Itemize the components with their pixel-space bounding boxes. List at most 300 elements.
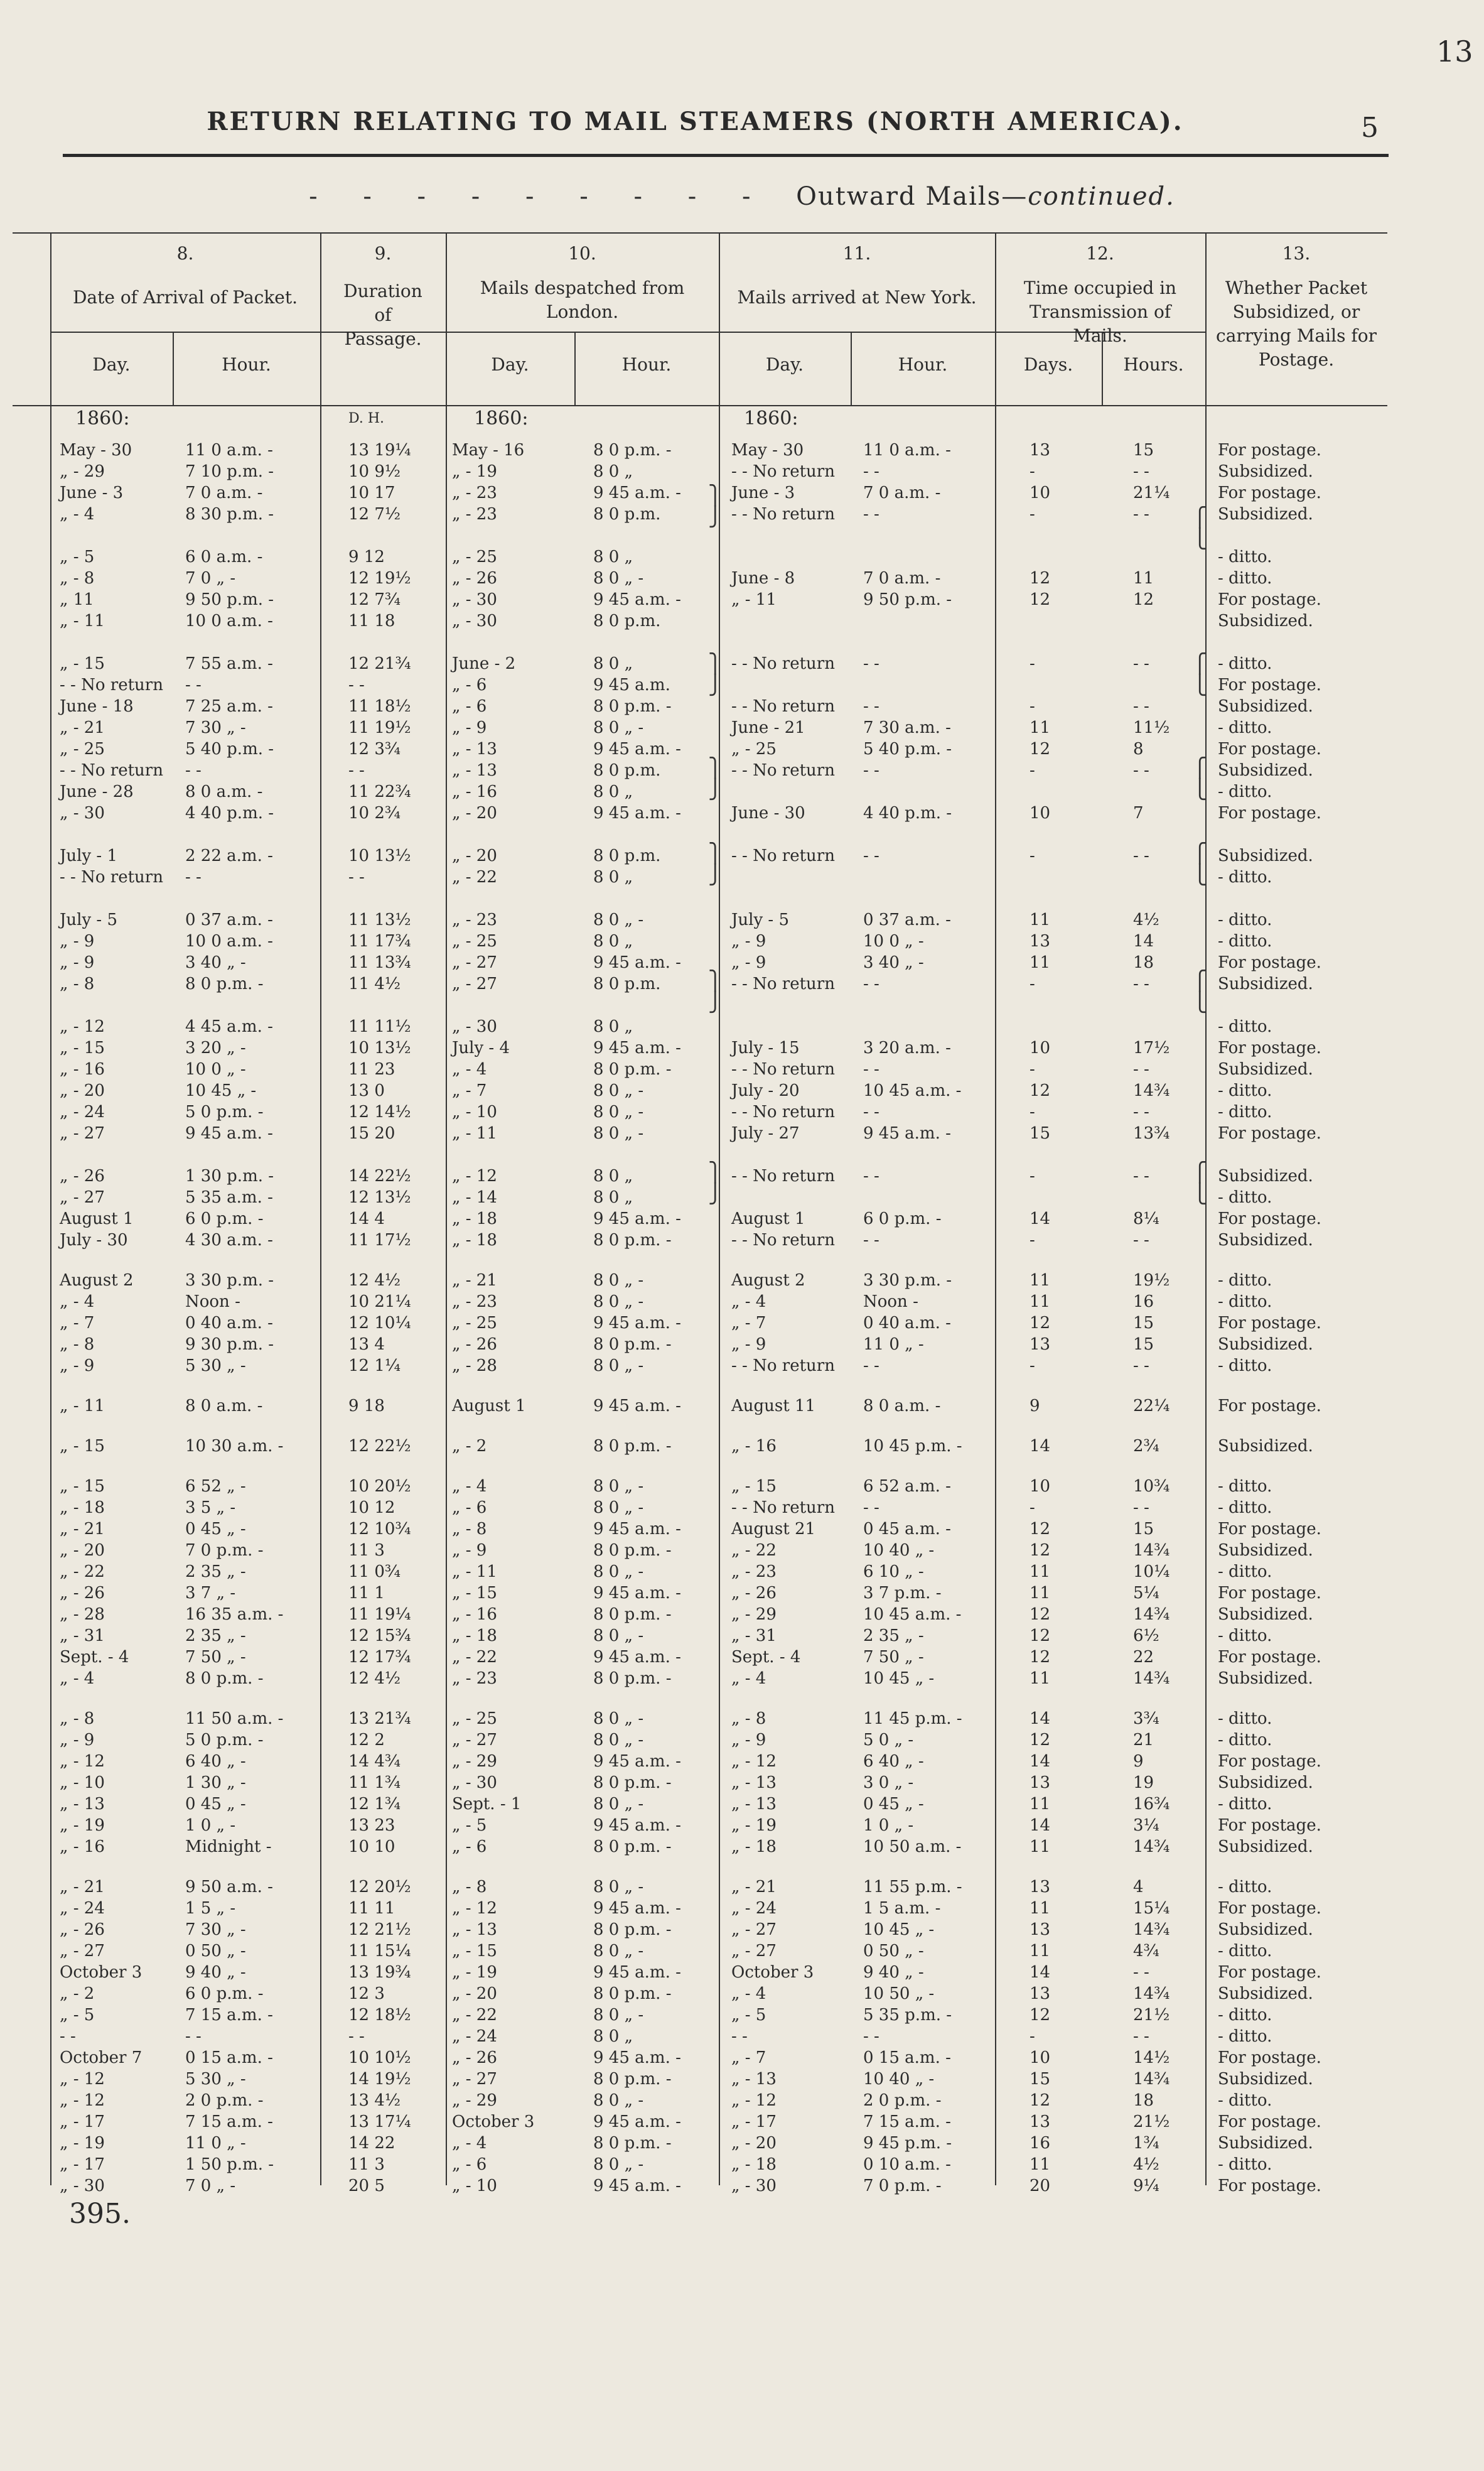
table-row (0, 1059, 1484, 1080)
newyork-hour: 3 30 p.m. - (863, 1271, 952, 1290)
brace-mark: ⎧ (1193, 970, 1207, 992)
table-row (0, 1476, 1484, 1497)
despatch-day: „ - 29 (452, 1752, 497, 1771)
arrival-hour: 5 30 „ - (185, 1356, 246, 1375)
table-row (0, 1793, 1484, 1815)
transit-hours: 14¾ (1133, 1605, 1170, 1624)
despatch-hour: 8 0 p.m. - (593, 1335, 672, 1354)
transit-hours: 13¾ (1133, 1124, 1170, 1143)
transit-days: 13 (1030, 932, 1051, 951)
despatch-day: „ - 19 (452, 462, 497, 481)
transit-hours: 8¼ (1133, 1209, 1159, 1228)
arrival-day: „ - 29 (60, 462, 105, 481)
table-row (0, 1940, 1484, 1962)
status: - ditto. (1218, 654, 1272, 673)
brace-mark: ⎩ (1193, 992, 1207, 1014)
table-row (0, 1037, 1484, 1059)
newyork-hour: 5 0 „ - (863, 1731, 914, 1749)
arrival-day: „ - 21 (60, 718, 105, 737)
arrival-day: „ - 27 (60, 1188, 105, 1207)
newyork-day: „ - 27 (731, 1942, 777, 1960)
table-row (0, 1919, 1484, 1940)
arrival-hour: 7 15 a.m. - (185, 2112, 273, 2131)
arrival-day: „ - 9 (60, 953, 95, 972)
arrival-day: „ - 7 (60, 1314, 95, 1333)
transit-hours: 9 (1133, 1752, 1144, 1771)
arrival-hour: 1 30 p.m. - (185, 1167, 274, 1186)
duration: 12 7½ (348, 505, 401, 524)
despatch-day: „ - 23 (452, 1669, 497, 1688)
arrival-day: „ - 8 (60, 975, 95, 993)
arrival-day: „ - 15 (60, 1437, 105, 1456)
transit-hours: 17½ (1133, 1039, 1170, 1057)
table-row (0, 610, 1484, 632)
arrival-hour: 0 45 „ - (185, 1795, 246, 1814)
newyork-hour: 6 0 p.m. - (863, 1209, 942, 1228)
arrival-day: „ - 9 (60, 932, 95, 951)
duration: 9 12 (348, 548, 385, 566)
status: For postage. (1218, 740, 1321, 759)
duration: 15 20 (348, 1124, 395, 1143)
transit-days: 10 (1030, 2048, 1051, 2067)
arrival-day: „ - 30 (60, 804, 105, 823)
arrival-day: „ - 16 (60, 1060, 105, 1079)
arrival-hour: 7 0 a.m. - (185, 484, 263, 502)
transit-days: 11 (1030, 1899, 1051, 1918)
newyork-day: „ - 13 (731, 1795, 777, 1814)
transit-days: 14 (1030, 1816, 1051, 1835)
arrival-hour: 7 15 a.m. - (185, 2006, 273, 2025)
despatch-day: „ - 4 (452, 1477, 487, 1496)
transit-days: 11 (1030, 1795, 1051, 1814)
transit-days: 11 (1030, 718, 1051, 737)
status: Subsidized. (1218, 1773, 1313, 1792)
brace-mark: ⎫ (708, 970, 723, 992)
arrival-day: - - No return (60, 868, 163, 887)
despatch-hour: 8 0 „ (593, 654, 633, 673)
despatch-hour: 9 45 a.m. - (593, 2048, 681, 2067)
newyork-day: June - 21 (731, 718, 805, 737)
brace-mark: ⎧ (1193, 843, 1207, 865)
transit-days: - (1030, 1356, 1035, 1375)
status: For postage. (1218, 1314, 1321, 1333)
despatch-day: June - 2 (452, 654, 516, 673)
newyork-day: August 21 (731, 1520, 816, 1538)
despatch-day: „ - 22 (452, 1648, 497, 1667)
arrival-hour: 16 35 a.m. - (185, 1605, 284, 1624)
transit-hours: 18 (1133, 2091, 1154, 2110)
arrival-day: „ - 11 (60, 612, 105, 630)
arrival-hour: 0 45 „ - (185, 1520, 246, 1538)
newyork-day: „ - 16 (731, 1437, 777, 1456)
newyork-hour: - - (863, 975, 879, 993)
despatch-day: August 1 (452, 1397, 526, 1415)
status: - ditto. (1218, 1103, 1272, 1122)
newyork-hour: 1 5 a.m. - (863, 1899, 941, 1918)
arrival-day: „ - 8 (60, 1335, 95, 1354)
col12-days: Days. (1023, 354, 1073, 375)
duration: 12 20½ (348, 1878, 411, 1896)
table-row (0, 2133, 1484, 2154)
newyork-day: - - No return (731, 1498, 835, 1517)
table-row (0, 589, 1484, 610)
newyork-day: „ - 8 (731, 1709, 766, 1728)
duration: 12 4½ (348, 1271, 401, 1290)
arrival-hour: 10 0 „ - (185, 1060, 246, 1079)
transit-days: 20 (1030, 2176, 1051, 2195)
newyork-hour: 5 40 p.m. - (863, 740, 952, 759)
duration: 10 20½ (348, 1477, 411, 1496)
transit-hours: - - (1133, 1356, 1149, 1375)
arrival-day: June - 3 (60, 484, 124, 502)
transit-hours: 14¾ (1133, 1081, 1170, 1100)
transit-days: 13 (1030, 1984, 1051, 2003)
col13-number: 13. (1282, 243, 1311, 264)
despatch-hour: 8 0 „ - (593, 2006, 644, 2025)
arrival-day: „ - 26 (60, 1167, 105, 1186)
despatch-hour: 8 0 p.m. - (593, 1669, 672, 1688)
arrival-hour: 9 40 „ - (185, 1963, 246, 1982)
newyork-day: „ - 17 (731, 2112, 777, 2131)
arrival-day: „ - 27 (60, 1124, 105, 1143)
arrival-hour: 6 0 p.m. - (185, 1209, 264, 1228)
transit-days: 14 (1030, 1209, 1051, 1228)
col12-title: Time occupied in Transmission of Mails. (1023, 278, 1177, 346)
arrival-day: June - 28 (60, 782, 134, 801)
despatch-day: „ - 27 (452, 1731, 497, 1749)
status: - ditto. (1218, 718, 1272, 737)
duration: 10 13½ (348, 846, 411, 865)
arrival-day: „ - 5 (60, 2006, 95, 2025)
despatch-hour: 9 45 a.m. - (593, 1314, 681, 1333)
newyork-hour: 3 0 „ - (863, 1773, 914, 1792)
table-row (0, 1836, 1484, 1857)
despatch-hour: 8 0 „ - (593, 569, 644, 588)
duration: 11 11 (348, 1899, 395, 1918)
despatch-hour: 8 0 „ - (593, 1356, 644, 1375)
newyork-hour: 7 50 „ - (863, 1648, 924, 1667)
newyork-hour: 11 0 „ - (863, 1335, 924, 1354)
arrival-day: „ - 20 (60, 1541, 105, 1560)
despatch-day: „ - 18 (452, 1231, 497, 1250)
arrival-day: „ - 11 (60, 1397, 105, 1415)
duration: 11 13½ (348, 911, 411, 929)
status: Subsidized. (1218, 846, 1313, 865)
transit-days: 11 (1030, 1562, 1051, 1581)
despatch-day: „ - 6 (452, 697, 487, 716)
arrival-hour: 0 37 a.m. - (185, 911, 273, 929)
status: - ditto. (1218, 1081, 1272, 1100)
arrival-day: „ - 15 (60, 1477, 105, 1496)
arrival-hour: 2 35 „ - (185, 1626, 246, 1645)
col8-number: 8. (176, 243, 194, 264)
table-row (0, 1101, 1484, 1123)
transit-hours: 15 (1133, 1520, 1154, 1538)
transit-days: - (1030, 2027, 1035, 2046)
despatch-hour: 8 0 „ (593, 548, 633, 566)
duration: 12 22½ (348, 1437, 411, 1456)
transit-days: - (1030, 1167, 1035, 1186)
status: - ditto. (1218, 1942, 1272, 1960)
arrival-day: July - 1 (60, 846, 118, 865)
duration: 13 19¼ (348, 441, 411, 460)
despatch-day: „ - 21 (452, 1271, 497, 1290)
status: - ditto. (1218, 548, 1272, 566)
despatch-day: „ - 6 (452, 2155, 487, 2174)
status: - ditto. (1218, 1562, 1272, 1581)
newyork-hour: 0 15 a.m. - (863, 2048, 951, 2067)
newyork-hour: 11 45 p.m. - (863, 1709, 962, 1728)
newyork-day: „ - 18 (731, 1837, 777, 1856)
transit-hours: - - (1133, 462, 1149, 481)
despatch-day: „ - 15 (452, 1584, 497, 1603)
duration: 10 10 (348, 1837, 395, 1856)
transit-days: 11 (1030, 1669, 1051, 1688)
transit-hours: - - (1133, 846, 1149, 865)
arrival-hour: 7 0 „ - (185, 2176, 236, 2195)
arrival-hour: 4 45 a.m. - (185, 1017, 273, 1036)
transit-hours: 10¾ (1133, 1477, 1170, 1496)
transit-days: - (1030, 505, 1035, 524)
newyork-day: „ - 20 (731, 2134, 777, 2153)
despatch-day: „ - 11 (452, 1562, 497, 1581)
arrival-hour: - - (185, 2027, 202, 2046)
despatch-hour: 8 0 „ (593, 932, 633, 951)
newyork-hour: 2 35 „ - (863, 1626, 924, 1645)
arrival-hour: 2 35 „ - (185, 1562, 246, 1581)
transit-days: 12 (1030, 740, 1051, 759)
despatch-day: „ - 26 (452, 1335, 497, 1354)
status: - ditto. (1218, 1188, 1272, 1207)
newyork-hour: 10 45 „ - (863, 1669, 935, 1688)
transit-hours: 14¾ (1133, 1984, 1170, 2003)
arrival-hour: 6 0 p.m. - (185, 1984, 264, 2003)
despatch-day: „ - 2 (452, 1437, 487, 1456)
transit-hours: - - (1133, 505, 1149, 524)
despatch-day: „ - 27 (452, 975, 497, 993)
arrival-day: - - No return (60, 761, 163, 780)
newyork-hour: 10 40 „ - (863, 1541, 935, 1560)
arrival-day: October 7 (60, 2048, 142, 2067)
newyork-hour: 0 45 „ - (863, 1795, 924, 1814)
table-row (0, 803, 1484, 824)
newyork-day: „ - 31 (731, 1626, 777, 1645)
table-row (0, 1208, 1484, 1230)
table-row (0, 1898, 1484, 1919)
status: Subsidized. (1218, 697, 1313, 716)
col10-hour: Hour. (621, 354, 672, 375)
newyork-day: „ - 25 (731, 740, 777, 759)
transit-days: - (1030, 761, 1035, 780)
duration: 12 10¾ (348, 1520, 411, 1538)
table-row (0, 1355, 1484, 1376)
arrival-hour: 6 0 a.m. - (185, 548, 263, 566)
newyork-day: „ - 13 (731, 1773, 777, 1792)
arrival-hour: 7 50 „ - (185, 1648, 246, 1667)
arrival-hour: 1 5 „ - (185, 1899, 236, 1918)
despatch-hour: 9 45 a.m. - (593, 740, 681, 759)
transit-days: 11 (1030, 1271, 1051, 1290)
brace-mark: ⎩ (1193, 864, 1207, 886)
status: For postage. (1218, 1963, 1321, 1982)
transit-days: 11 (1030, 1292, 1051, 1311)
transit-hours: 14¾ (1133, 1541, 1170, 1560)
duration: 11 1 (348, 1584, 385, 1603)
transit-days: 11 (1030, 2155, 1051, 2174)
arrival-day: „ - 15 (60, 1039, 105, 1057)
despatch-hour: 8 0 „ (593, 782, 633, 801)
newyork-day: „ - 15 (731, 1477, 777, 1496)
table-row (0, 1230, 1484, 1251)
table-row (0, 909, 1484, 931)
arrival-day: „ - 25 (60, 740, 105, 759)
transit-days: 14 (1030, 1709, 1051, 1728)
despatch-hour: 8 0 p.m. (593, 612, 661, 630)
status: Subsidized. (1218, 2070, 1313, 2089)
arrival-day: „ - 12 (60, 1017, 105, 1036)
transit-hours: 2¾ (1133, 1437, 1159, 1456)
table-row (0, 738, 1484, 760)
despatch-hour: 9 45 a.m. - (593, 1899, 681, 1918)
status: Subsidized. (1218, 1920, 1313, 1939)
newyork-day: „ - 12 (731, 2091, 777, 2110)
despatch-day: „ - 27 (452, 2070, 497, 2089)
arrival-hour: 6 40 „ - (185, 1752, 246, 1771)
arrival-day: „ - 20 (60, 1081, 105, 1100)
arrival-hour: - - (185, 761, 202, 780)
newyork-hour: 0 50 „ - (863, 1942, 924, 1960)
status: - ditto. (1218, 2027, 1272, 2046)
arrival-day: „ - 4 (60, 1669, 95, 1688)
brace-mark: ⎩ (1193, 1183, 1207, 1205)
table-row (0, 1815, 1484, 1836)
despatch-hour: 9 45 a.m. - (593, 1397, 681, 1415)
table-row (0, 1983, 1484, 2004)
leader-dashes: - - - - - - - - - (309, 182, 797, 211)
arrival-hour: 1 0 „ - (185, 1816, 236, 1835)
transit-days: - (1030, 654, 1035, 673)
despatch-day: „ - 18 (452, 1626, 497, 1645)
despatch-day: „ - 25 (452, 1709, 497, 1728)
status: - ditto. (1218, 1292, 1272, 1311)
despatch-day: „ - 25 (452, 548, 497, 566)
col13-title: Whether Packet Subsidized, or carrying Mails for Postage. (1216, 278, 1377, 370)
transit-hours: 14½ (1133, 2048, 1170, 2067)
arrival-hour: 10 0 a.m. - (185, 932, 273, 951)
brace-mark: ⎩ (1193, 674, 1207, 696)
transit-hours: - - (1133, 1103, 1149, 1122)
status: For postage. (1218, 590, 1321, 609)
despatch-day: „ - 22 (452, 868, 497, 887)
newyork-hour: - - (863, 697, 879, 716)
table-row (0, 1962, 1484, 1983)
despatch-day: May - 16 (452, 441, 525, 460)
despatch-day: „ - 7 (452, 1081, 487, 1100)
table-row (0, 1497, 1484, 1518)
despatch-day: „ - 8 (452, 1520, 487, 1538)
arrival-day: „ - 12 (60, 2070, 105, 2089)
newyork-hour: 10 45 „ - (863, 1920, 935, 1939)
arrival-day: „ - 9 (60, 1356, 95, 1375)
status: - ditto. (1218, 1477, 1272, 1496)
transit-hours: - - (1133, 1231, 1149, 1250)
despatch-hour: 9 45 a.m. - (593, 484, 681, 502)
transit-days: - (1030, 1060, 1035, 1079)
newyork-day: - - No return (731, 1231, 835, 1250)
status: - ditto. (1218, 782, 1272, 801)
status: For postage. (1218, 1397, 1321, 1415)
table-row (0, 717, 1484, 738)
transit-days: - (1030, 462, 1035, 481)
arrival-day: „ - 13 (60, 1795, 105, 1814)
despatch-hour: 8 0 „ - (593, 1103, 644, 1122)
transit-days: 13 (1030, 441, 1051, 460)
newyork-day: „ - 7 (731, 1314, 766, 1333)
newyork-day: „ - 22 (731, 1541, 777, 1560)
despatch-hour: 9 45 a.m. - (593, 1963, 681, 1982)
col10-day: Day. (491, 354, 529, 375)
despatch-day: „ - 4 (452, 1060, 487, 1079)
status: - ditto. (1218, 1498, 1272, 1517)
arrival-day: July - 30 (60, 1231, 128, 1250)
newyork-hour: 0 10 a.m. - (863, 2155, 951, 2174)
newyork-hour: 10 0 „ - (863, 932, 924, 951)
status: For postage. (1218, 1124, 1321, 1143)
table-row (0, 482, 1484, 504)
arrival-day: „ - 2 (60, 1984, 95, 2003)
duration: 12 15¾ (348, 1626, 411, 1645)
table-row (0, 1080, 1484, 1101)
arrival-day: October 3 (60, 1963, 142, 1982)
duration: 11 19¼ (348, 1605, 411, 1624)
despatch-hour: 9 45 a.m. - (593, 1520, 681, 1538)
status: Subsidized. (1218, 505, 1313, 524)
transit-days: 12 (1030, 2091, 1051, 2110)
arrival-hour: 5 35 a.m. - (185, 1188, 273, 1207)
newyork-hour: 1 0 „ - (863, 1816, 914, 1835)
despatch-hour: 8 0 p.m. - (593, 1231, 672, 1250)
newyork-hour: 10 50 „ - (863, 1984, 935, 2003)
transit-days: 10 (1030, 1039, 1051, 1057)
status: For postage. (1218, 1648, 1321, 1667)
arrival-day: „ - 8 (60, 569, 95, 588)
arrival-hour: 3 5 „ - (185, 1498, 236, 1517)
transit-hours: 14 (1133, 932, 1154, 951)
transit-hours: 1¾ (1133, 2134, 1159, 2153)
brace-mark: ⎧ (1193, 1162, 1207, 1184)
duration-units: D. H. (348, 411, 385, 426)
duration: 11 3 (348, 2155, 385, 2174)
arrival-day: - - (60, 2027, 76, 2046)
transit-days: - (1030, 697, 1035, 716)
despatch-day: „ - 13 (452, 761, 497, 780)
arrival-hour: 11 0 „ - (185, 2134, 246, 2153)
newyork-day: „ - 30 (731, 2176, 777, 2195)
table-row (0, 973, 1484, 995)
col10-title: Mails despatched from London. (480, 278, 685, 322)
duration: 11 23 (348, 1060, 395, 1079)
arrival-day: „ - 12 (60, 2091, 105, 2110)
despatch-hour: 8 0 „ (593, 1167, 633, 1186)
status: - ditto. (1218, 1878, 1272, 1896)
transit-hours: - - (1133, 1498, 1149, 1517)
duration: 13 17¼ (348, 2112, 411, 2131)
despatch-day: „ - 8 (452, 1878, 487, 1896)
table-row (0, 760, 1484, 781)
newyork-day: „ - 4 (731, 1984, 766, 2003)
arrival-hour: 10 45 „ - (185, 1081, 257, 1100)
newyork-hour: 0 45 a.m. - (863, 1520, 951, 1538)
